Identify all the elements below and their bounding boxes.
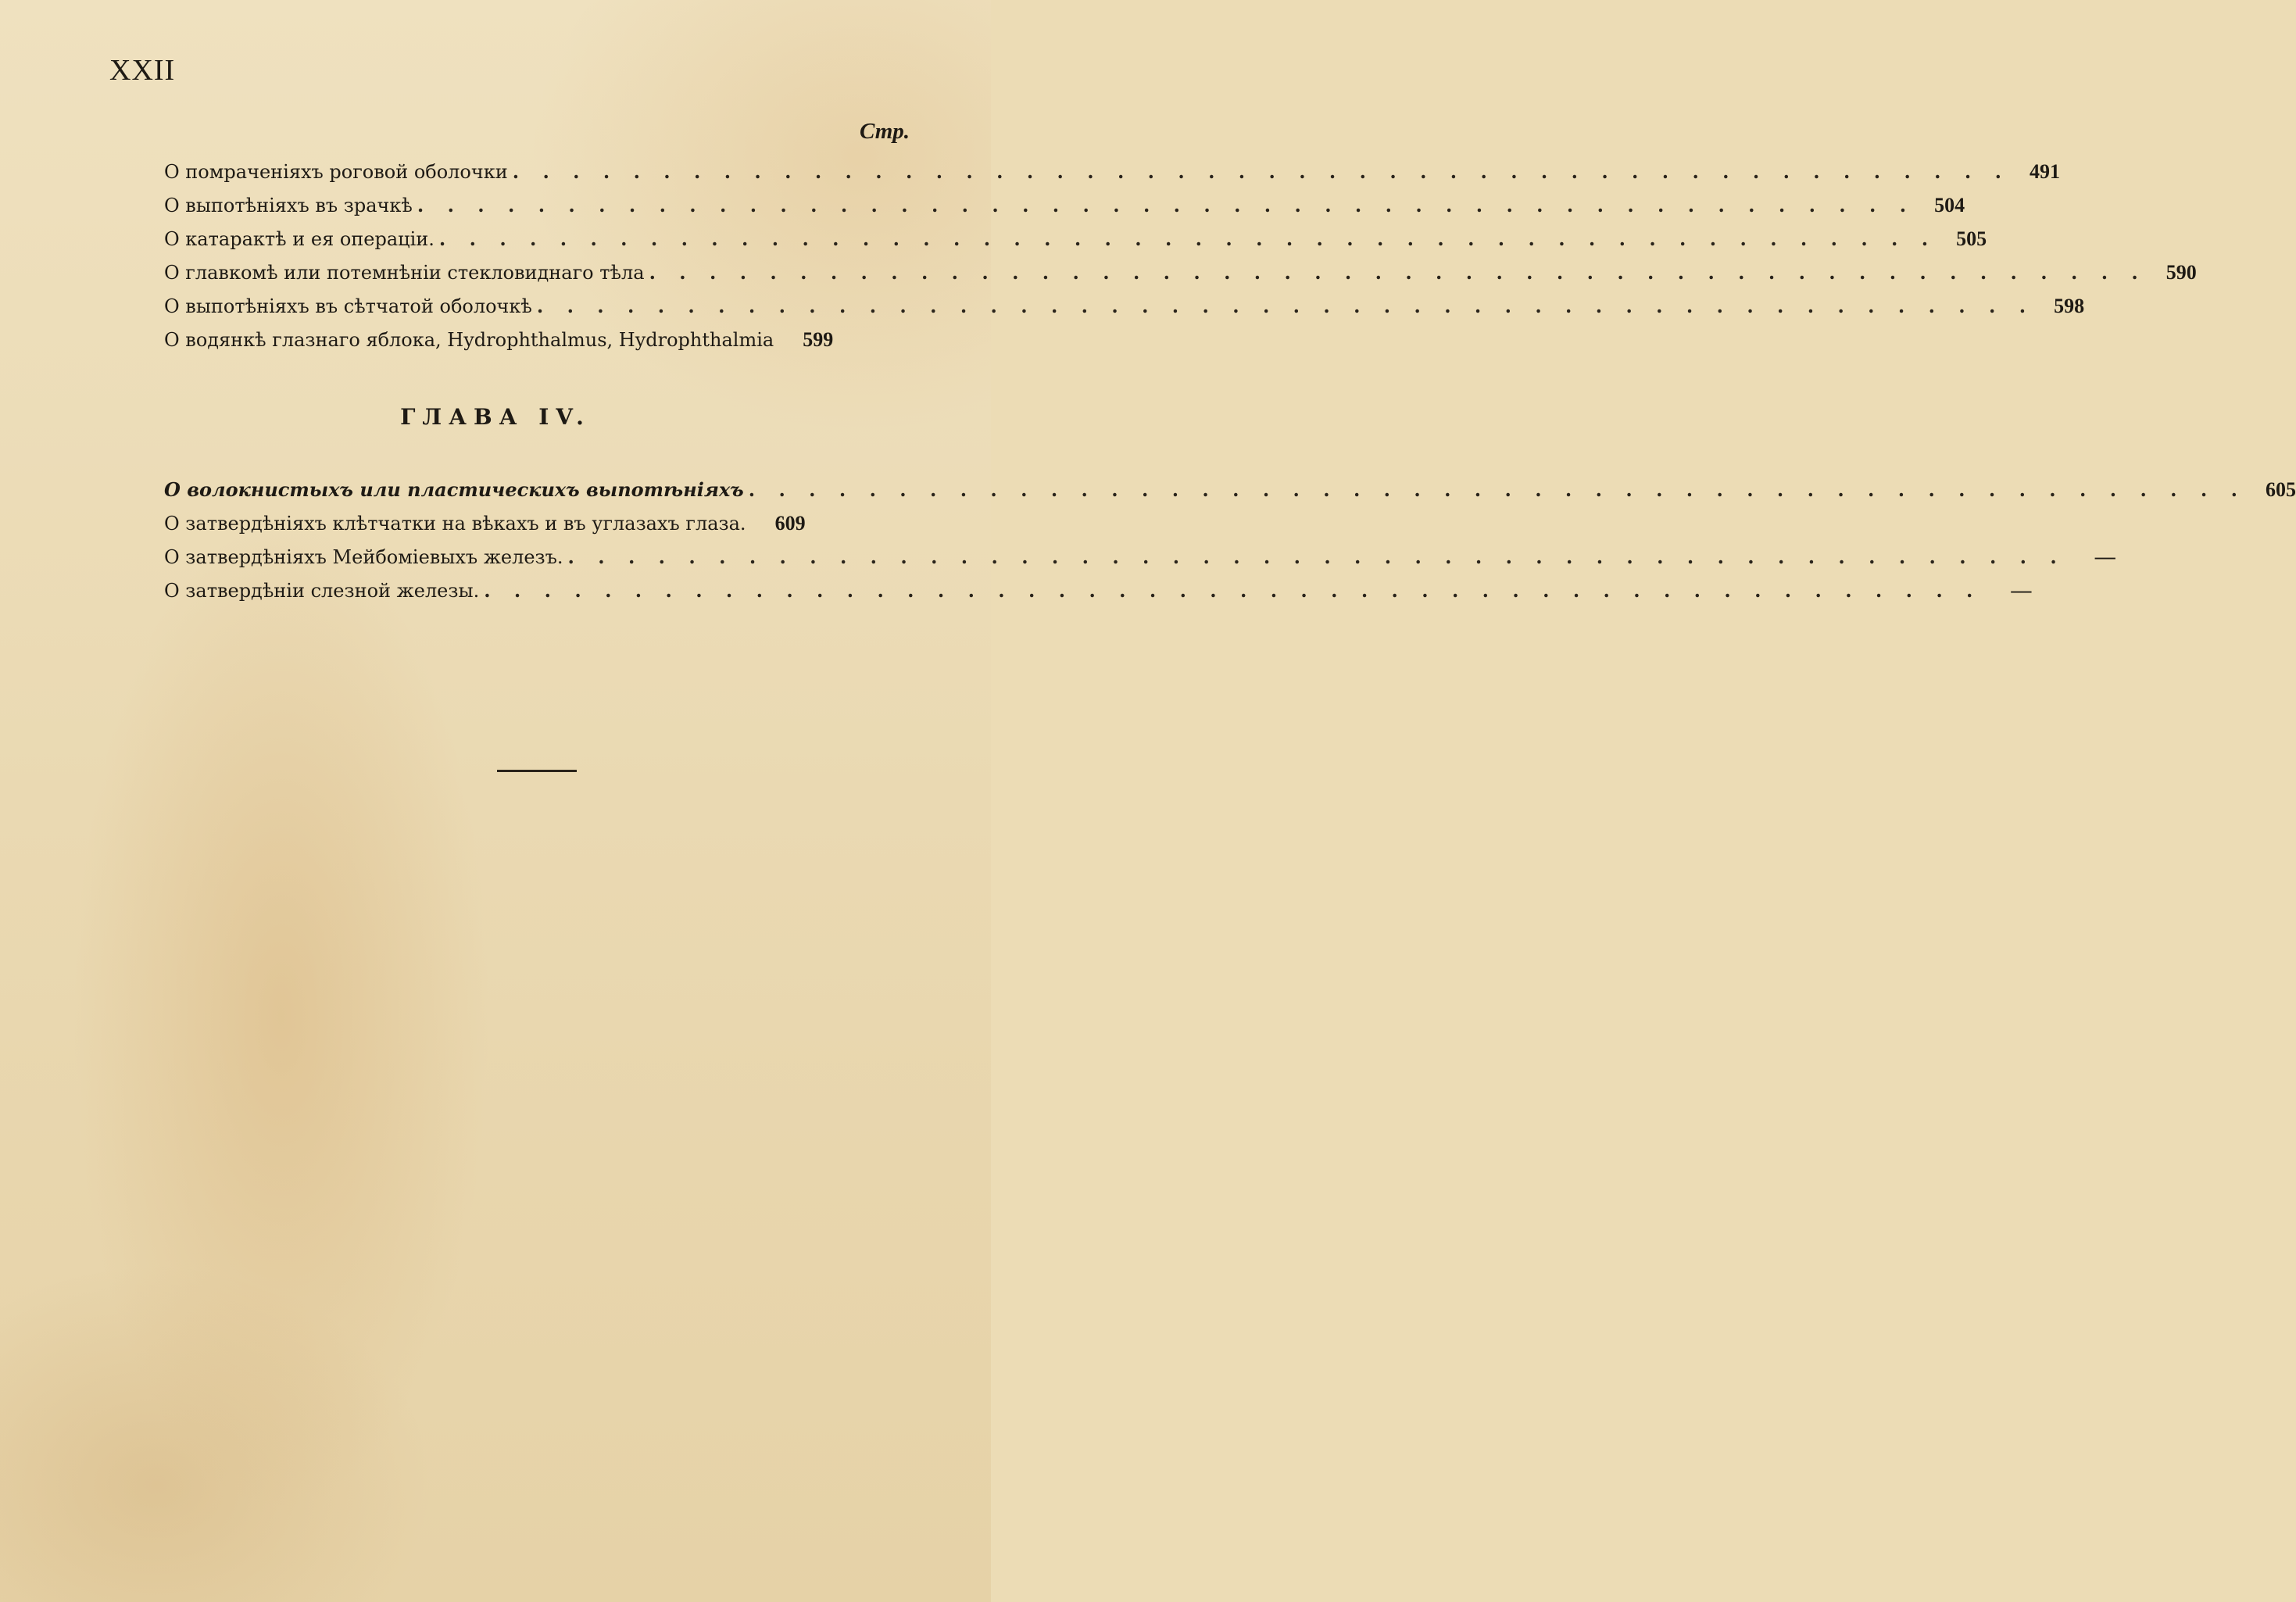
toc-entry [164,328,918,362]
toc-entry [164,512,918,545]
toc-entry-page: 505 [1956,227,1987,250]
toc-entry-title: О волокнистыхъ или пластическихъ выпотѣніяхъ [164,478,744,501]
toc-entry-title: О выпотѣніяхъ въ сѣтчатой оболочкѣ [164,295,532,317]
dot-leader [417,194,1915,216]
toc-entry-page: 609 [774,512,806,535]
toc-section-b [164,478,2296,613]
toc-entry-page: — [2094,545,2115,568]
page-folio: XXII [109,54,176,87]
toc-entry [164,579,2032,613]
page-column-header: Стр. [860,119,910,144]
toc-entry-page: 491 [2029,160,2060,183]
toc-entry-page: 605 [2265,478,2296,501]
toc-entry-page: 599 [803,328,834,351]
toc-entry-title: О затвердѣніяхъ клѣтчатки на вѣкахъ и въ углазахъ глаза. [164,513,746,535]
toc-entry [164,295,2085,328]
toc-entry [164,160,2060,194]
toc-entry-page: 504 [1934,194,1965,216]
toc-entry [164,194,1965,227]
dot-leader [649,261,2147,284]
toc-entry [164,545,2115,579]
toc-entry-page: — [2011,579,2032,602]
dot-leader [484,579,1981,602]
toc-entry-title: О выпотѣніяхъ въ зрачкѣ [164,195,413,216]
toc-entry-title: О водянкѣ глазнаго яблока, Hydrophthalmus, Hydrophthalmia [164,329,774,351]
dot-leader [513,160,2010,183]
toc-section-a [164,160,2197,362]
chapter-heading: ГЛАВА IV. [400,404,591,430]
toc-entry-title: О главкомѣ или потемнѣніи стекловиднаго тѣла [164,262,645,284]
dot-leader [749,478,2246,501]
closing-rule [497,770,577,772]
toc-entry-title: О катарактѣ и ея операціи. [164,228,435,250]
toc-entry-title: О помраченіяхъ роговой оболочки [164,161,508,183]
toc-entry-page: 590 [2165,261,2197,284]
toc-entry [164,261,2197,295]
dot-leader [537,295,2034,317]
toc-entry-page: 598 [2054,295,2085,317]
toc-entry [164,478,2296,512]
dot-leader [439,227,1937,250]
toc-entry-title: О затвердѣніяхъ Мейбоміевыхъ железъ. [164,546,563,568]
dot-leader [568,545,2065,568]
toc-entry [164,227,1987,261]
toc-entry-title: О затвердѣніи слезной железы. [164,580,480,602]
